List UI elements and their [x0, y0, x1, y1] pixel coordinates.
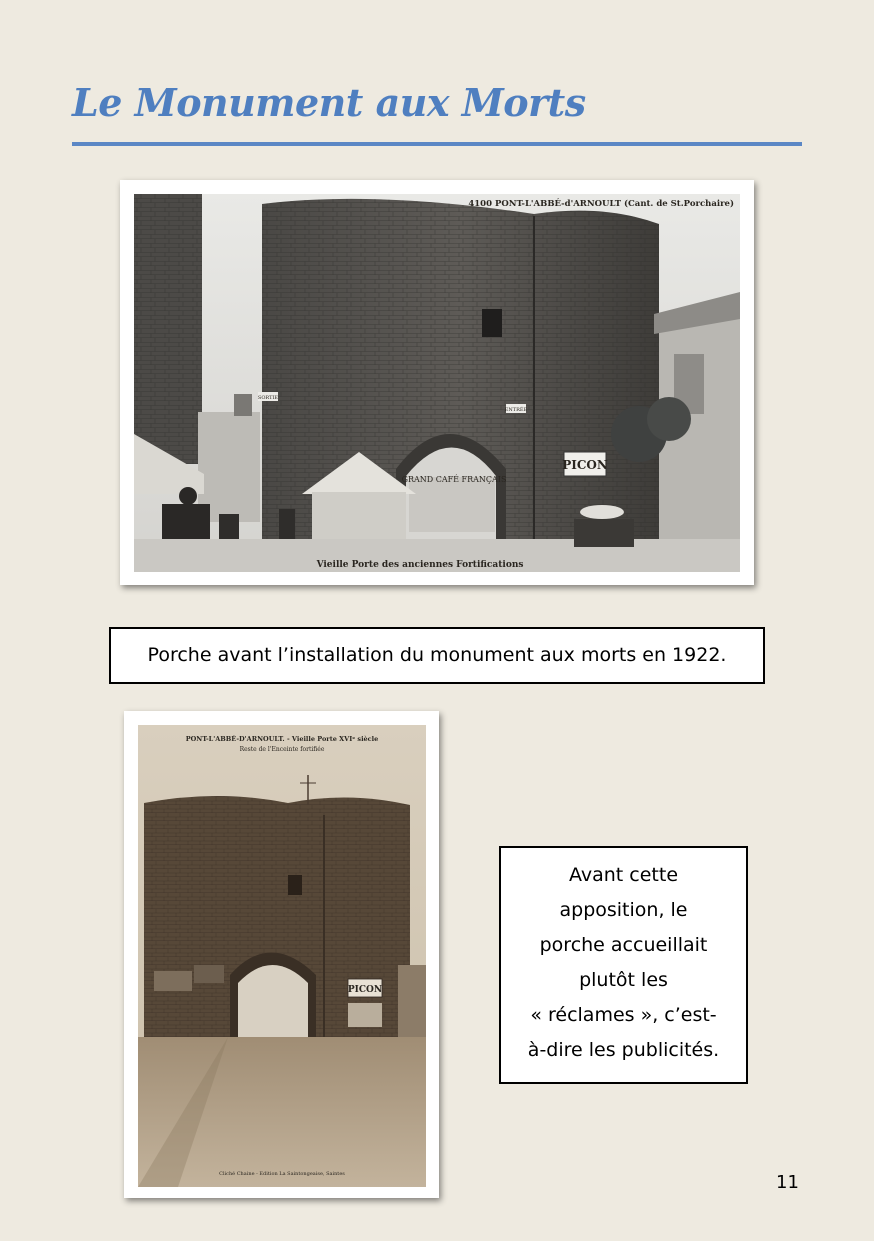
sign-sortie: SORTIE	[257, 395, 279, 401]
postcard-image-1	[134, 194, 740, 572]
postcard-header-2-line1: PONT-L'ABBÉ-D'ARNOULT. - Vieille Porte XVIᵉ siècle	[185, 735, 379, 743]
page-title: Le Monument aux Morts	[72, 80, 586, 125]
caption-line: Avant cette	[568, 864, 679, 886]
page-number: 11	[776, 1172, 799, 1193]
sign-entree: ENTRÉE	[504, 407, 528, 413]
title-underline	[72, 142, 802, 146]
sign-picon-2: PICON	[347, 985, 383, 995]
sign-picon-1: PICON	[562, 458, 608, 472]
caption-line: à-dire les publicités.	[527, 1039, 720, 1061]
caption-reclames	[499, 846, 748, 1084]
caption-line: porche accueillait	[539, 934, 708, 956]
postcard-footer-2: Cliché Chaine - Edition La Saintongeaise, Saintes	[219, 1171, 345, 1177]
postcard-footer-1: Vieille Porte des anciennes Fortifications	[316, 560, 524, 570]
photo-vieille-porte	[124, 711, 439, 1198]
postcard-image-2	[138, 725, 426, 1187]
caption-line: « réclames », c’est-	[530, 1004, 717, 1026]
caption-line: apposition, le	[559, 899, 688, 921]
caption-line: plutôt les	[579, 969, 668, 991]
photo-porche-before-1922	[120, 180, 754, 585]
sign-cafe: GRAND CAFÉ FRANÇAIS	[401, 475, 507, 484]
postcard-header-2-line2: Reste de l'Enceinte fortifiée	[239, 746, 325, 753]
postcard-header-1: 4100 PONT-L'ABBÉ-d'ARNOULT (Cant. de St.Porchaire)	[468, 199, 734, 209]
caption-porche-1922: Porche avant l’installation du monument aux morts en 1922.	[109, 627, 765, 684]
